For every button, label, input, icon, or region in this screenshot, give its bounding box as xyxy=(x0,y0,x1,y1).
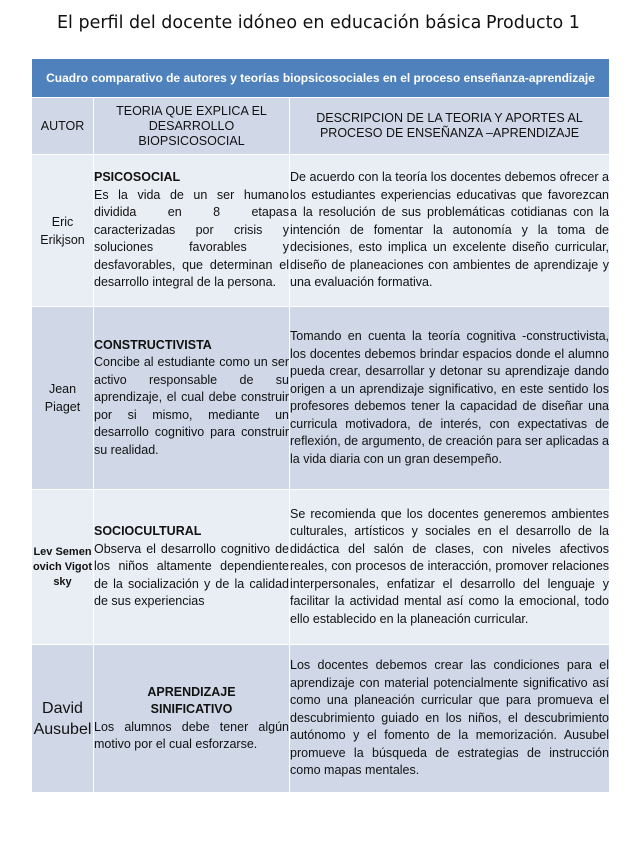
author-cell: Eric Erikjson xyxy=(32,155,94,307)
author-cell: David Ausubel xyxy=(32,645,94,793)
document-header xyxy=(0,0,638,50)
column-header-author: AUTOR xyxy=(32,98,94,155)
table-row xyxy=(32,490,610,645)
description-cell xyxy=(290,490,610,645)
theory-cell xyxy=(94,155,290,307)
theory-cell xyxy=(94,645,290,793)
table-caption: Cuadro comparativo de autores y teorías biopsicosociales en el proceso enseñanza-aprendizaje xyxy=(32,59,610,98)
theory-name: CONSTRUCTIVISTA xyxy=(94,337,212,352)
description-cell xyxy=(290,645,610,793)
theory-name: APRENDIZAJE SINIFICATIVO xyxy=(147,684,236,716)
column-header-theory: TEORIA QUE EXPLICA EL DESARROLLO BIOPSICOSOCIAL xyxy=(94,98,290,155)
theory-text: Los alumnos debe tener algún motivo por el cual esforzarse. xyxy=(94,719,289,751)
column-header-description: DESCRIPCION DE LA TEORIA Y APORTES AL PROCESO DE ENSEÑANZA –APRENDIZAJE xyxy=(290,98,610,155)
description-text: Tomando en cuenta la teoría cognitiva -constructivista, los docentes debemos brindar espacios donde el alumno pueda crear, desarrollar y detonar su aprendizaje dando origen a un aprendizaje significativo, en este sentido los profesores debemos tener la capacidad de diseñar una curricula motivadora, de interés, con expectativas de reflexión, de argumento, de creación para ser aplicadas a la vida diaria con un gran desempeño. xyxy=(290,329,610,466)
description-text: Los docentes debemos crear las condiciones para el aprendizaje con material potencialmente significativo así como una planeación curricular que para promueva el descubrimiento guiado en los niños, el descubrimiento autónomo y el fomento de la memorización. Ausubel promueve la búsqueda de estrategias de instrucción como mapas mentales. xyxy=(290,658,610,778)
table-header-row xyxy=(32,98,610,155)
theory-cell xyxy=(94,307,290,490)
comparison-table xyxy=(31,58,610,793)
theory-text: Es la vida de un ser humano dividida en 8 etapas caracterizadas por crisis y soluciones favorables y desfavorables, que determinan el desarrollo integral de la persona. xyxy=(94,187,289,290)
description-text: Se recomienda que los docentes generemos ambientes culturales, artísticos y sociales en el desarrollo de la didáctica del salón de clases, con niveles afectivos reales, con procesos de interacción, promover relaciones interpersonales, enfatizar el desarrollo del lenguaje y facilitar la actividad mental así como la emocional, todo ello establecido en la planeación curricular. xyxy=(290,506,610,626)
description-cell xyxy=(290,155,610,307)
table-row xyxy=(32,307,610,490)
theory-text: Observa el desarrollo cognitivo de los niños altamente dependiente de la socialización y de la calidad de sus experiencias xyxy=(94,541,289,609)
product-label: Producto 1 xyxy=(486,13,580,33)
author-cell: Lev Semenovich Vigotsky xyxy=(32,490,94,645)
theory-name: SOCIOCULTURAL xyxy=(94,524,202,539)
description-text: De acuerdo con la teoría los docentes debemos ofrecer a los estudiantes experiencias educativas que favorezcan a la resolución de sus problemáticas cotidianas con la intención de fomentar la autonomía y la toma de decisiones, esto implica un excelente diseño curricular, diseño de planeaciones con ambientes de aprendizaje y una evaluación formativa. xyxy=(290,170,610,290)
table-row xyxy=(32,645,610,793)
table-row xyxy=(32,155,610,307)
theory-cell xyxy=(94,490,290,645)
theory-name: PSICOSOCIAL xyxy=(94,170,181,185)
theory-text: Concibe al estudiante como un ser activo responsable de su aprendizaje, el cual debe construir por si mismo, mediante un desarrollo cognitivo para construir su realidad. xyxy=(94,355,289,457)
description-cell xyxy=(290,307,610,490)
author-cell: Jean Piaget xyxy=(32,307,94,490)
document-title: El perfil del docente idóneo en educación básica xyxy=(57,13,482,33)
